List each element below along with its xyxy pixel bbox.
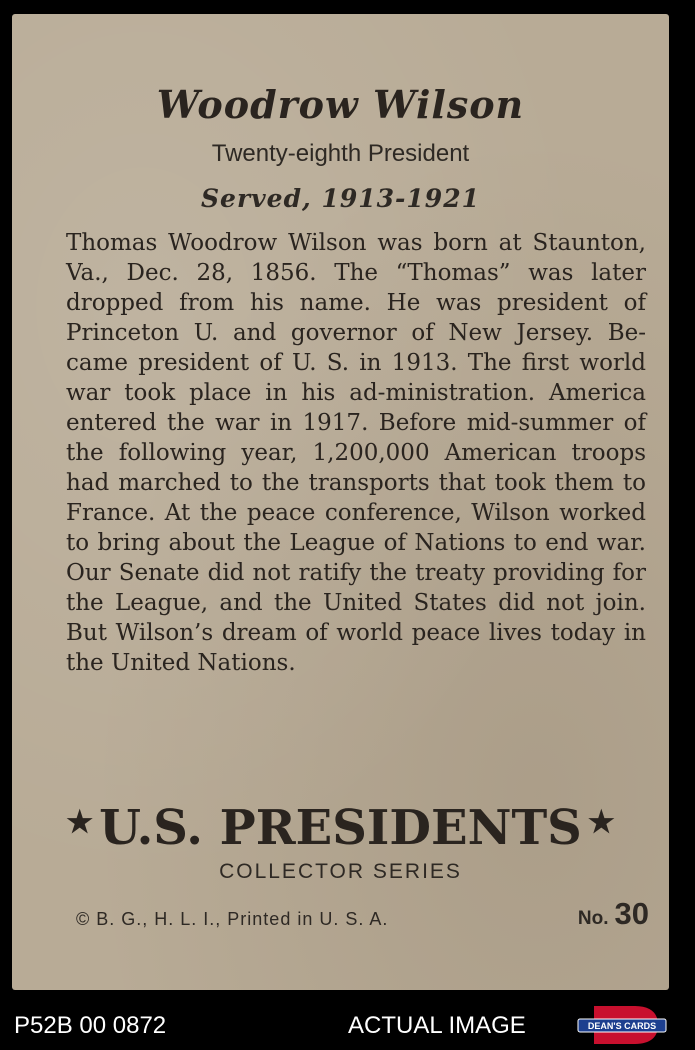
card-number bbox=[578, 896, 649, 932]
copyright-line: © B. G., H. L. I., Printed in U. S. A. bbox=[76, 909, 389, 929]
term-served: Served, 1913-1921 bbox=[201, 184, 480, 213]
cert-number: P52B 00 0872 bbox=[14, 1012, 167, 1039]
president-ordinal: Twenty-eighth President bbox=[211, 140, 470, 167]
logo-text: DEAN'S CARDS bbox=[587, 1021, 657, 1031]
trading-card-back bbox=[12, 14, 669, 990]
president-signature: Woodrow Wilson bbox=[156, 82, 525, 127]
actual-image-label: ACTUAL IMAGE bbox=[348, 1012, 526, 1039]
series-title bbox=[12, 800, 669, 856]
card-number-value: 30 bbox=[614, 896, 649, 931]
deans-cards-logo bbox=[576, 1004, 668, 1046]
card-number-label: No. bbox=[577, 908, 609, 929]
star-icon: ★ bbox=[587, 805, 615, 840]
biography-text: Thomas Woodrow Wilson was born at Staunton, Va., Dec. 28, 1856. The “Thomas” was later dropped from his name. He was president of Princeton U. and governor of New Jersey. Be-came president of U. S. in 1913. The first world war took place in his ad-ministration. America entered the war in 1917. Before mid-summer of the following year, 1,200,000 American troops had marched to the transports that took them to France. At the peace conference, Wilson worked to bring about the League of Nations to end war. Our Senate did not ratify the treaty providing for the League, and the United States did not join. But Wilson’s dream of world peace lives today in the United Nations. bbox=[66, 230, 646, 676]
series-title-text: U.S. PRESIDENTS bbox=[99, 800, 582, 856]
star-icon: ★ bbox=[66, 805, 94, 840]
series-subtitle: COLLECTOR SERIES bbox=[219, 860, 462, 883]
footer-bar bbox=[0, 1000, 695, 1050]
